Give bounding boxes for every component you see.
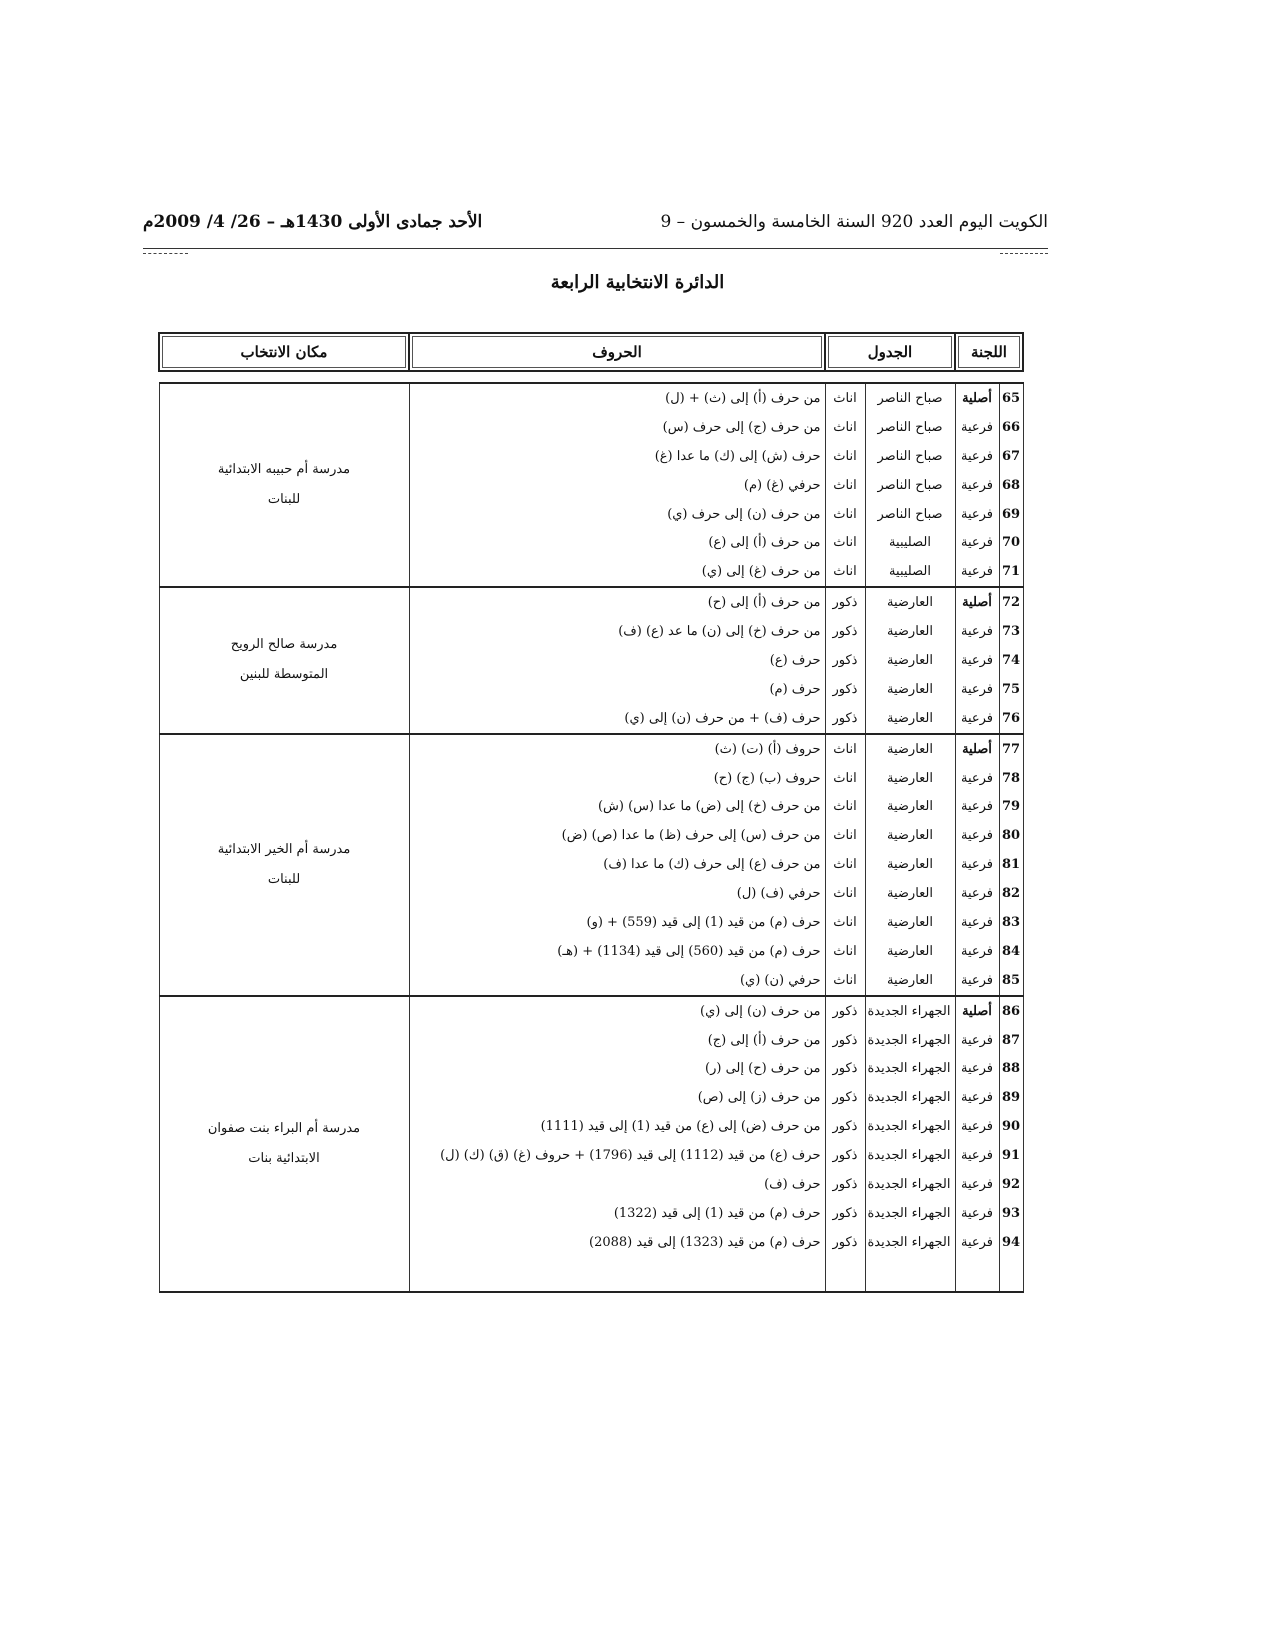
gender: اناث — [825, 734, 865, 764]
letters-range: من حرف (ح) إلى (ر) — [409, 1054, 825, 1083]
committee-number: 92 — [999, 1170, 1023, 1199]
committee-number: 82 — [999, 879, 1023, 908]
letters-range: من حرف (أ) إلى (ع) — [409, 528, 825, 557]
committee-type: فرعية — [955, 1083, 999, 1112]
gender: ذكور — [825, 1083, 865, 1112]
polling-place-line-1: مدرسة أم الخير الابتدائية — [217, 841, 351, 857]
committee-number: 74 — [999, 646, 1023, 675]
area-name: العارضية — [865, 821, 955, 850]
committee-number: 68 — [999, 471, 1023, 500]
letters-range: من حرف (ن) إلى (ي) — [409, 996, 825, 1026]
committee-type: فرعية — [955, 675, 999, 704]
header-date: الأحد جمادى الأولى 1430هـ – 26/ 4/ 2009م — [143, 212, 483, 232]
area-name: الجهراء الجديدة — [865, 1112, 955, 1141]
gender: اناث — [825, 792, 865, 821]
committee-type: أصلية — [955, 996, 999, 1026]
area-name: الجهراء الجديدة — [865, 1228, 955, 1257]
page-header — [143, 212, 1048, 242]
area-name: الصليبية — [865, 557, 955, 587]
committee-number: 88 — [999, 1054, 1023, 1083]
committee-type: فرعية — [955, 937, 999, 966]
letters-range: من حرف (خ) إلى (ن) ما عد (ع) (ف) — [409, 617, 825, 646]
committee-number: 94 — [999, 1228, 1023, 1257]
area-name: الصليبية — [865, 528, 955, 557]
area-name: الجهراء الجديدة — [865, 1141, 955, 1170]
committee-number: 87 — [999, 1026, 1023, 1055]
gender: ذكور — [825, 704, 865, 734]
committee-number: 78 — [999, 764, 1023, 793]
committee-type: فرعية — [955, 1026, 999, 1055]
header-rule-mark-right — [1000, 253, 1048, 254]
page-title: الدائرة الانتخابية الرابعة — [550, 272, 725, 293]
committee-number: 70 — [999, 528, 1023, 557]
gender: اناث — [825, 908, 865, 937]
polling-place-line-2: المتوسطة للبنين — [239, 667, 329, 683]
gender: اناث — [825, 879, 865, 908]
area-name: صباح الناصر — [865, 442, 955, 471]
committee-type: فرعية — [955, 704, 999, 734]
committee-type: فرعية — [955, 879, 999, 908]
polling-place — [159, 383, 409, 587]
table-header-row — [159, 333, 1023, 371]
gender: اناث — [825, 937, 865, 966]
polling-table — [158, 332, 1024, 1293]
area-name: العارضية — [865, 587, 955, 617]
header-rule-mark-left — [143, 253, 188, 254]
letters-range: من حرف (ن) إلى حرف (ي) — [409, 500, 825, 529]
header-spacer — [159, 371, 1023, 383]
polling-place-line-1: مدرسة صالح الرويح — [230, 637, 338, 653]
committee-type: فرعية — [955, 908, 999, 937]
area-name: العارضية — [865, 704, 955, 734]
area-name: العارضية — [865, 646, 955, 675]
letters-range: حرف (م) من قيد (560) إلى قيد (1134) + (هـ) — [409, 937, 825, 966]
polling-table-container — [160, 332, 1024, 1293]
table-row — [159, 587, 1023, 617]
committee-type: فرعية — [955, 792, 999, 821]
letters-range: من حرف (ض) إلى (ع) من قيد (1) إلى قيد (1111) — [409, 1112, 825, 1141]
area-name: صباح الناصر — [865, 471, 955, 500]
letters-range: حرف (م) من قيد (1) إلى قيد (1322) — [409, 1199, 825, 1228]
area-name: العارضية — [865, 617, 955, 646]
polling-place-line-2: للبنات — [267, 871, 301, 887]
polling-place-line-1: مدرسة أم البراء بنت صفوان — [207, 1120, 361, 1136]
letters-range: حرفي (غ) (م) — [409, 471, 825, 500]
table-row — [159, 734, 1023, 764]
committee-type: فرعية — [955, 821, 999, 850]
committee-number: 83 — [999, 908, 1023, 937]
table-row — [159, 996, 1023, 1026]
gender: ذكور — [825, 617, 865, 646]
gender: اناث — [825, 471, 865, 500]
committee-type: فرعية — [955, 442, 999, 471]
polling-place — [159, 587, 409, 733]
gender: ذكور — [825, 1026, 865, 1055]
area-name: العارضية — [865, 966, 955, 996]
gender: ذكور — [825, 1112, 865, 1141]
area-name: العارضية — [865, 879, 955, 908]
committee-type: فرعية — [955, 500, 999, 529]
area-name: العارضية — [865, 734, 955, 764]
committee-type: فرعية — [955, 966, 999, 996]
committee-type: فرعية — [955, 413, 999, 442]
gender: ذكور — [825, 1054, 865, 1083]
area-name: صباح الناصر — [865, 383, 955, 413]
polling-place — [159, 996, 409, 1292]
committee-number: 89 — [999, 1083, 1023, 1112]
committee-number: 73 — [999, 617, 1023, 646]
gender: ذكور — [825, 996, 865, 1026]
letters-range: حرف (ع) — [409, 646, 825, 675]
letters-range: حروف (أ) (ت) (ث) — [409, 734, 825, 764]
header-issue-info: الكويت اليوم العدد 920 السنة الخامسة والخمسون – 9 — [660, 212, 1048, 232]
polling-place-line-1: مدرسة أم حبيبه الابتدائية — [217, 462, 351, 478]
committee-number: 81 — [999, 850, 1023, 879]
committee-number: 91 — [999, 1141, 1023, 1170]
committee-number: 84 — [999, 937, 1023, 966]
header-rule — [143, 248, 1048, 249]
gender: اناث — [825, 966, 865, 996]
letters-range: حروف (ب) (ج) (ح) — [409, 764, 825, 793]
letters-range: حرفي (ن) (ي) — [409, 966, 825, 996]
gender: اناث — [825, 500, 865, 529]
polling-table-body — [159, 383, 1023, 1292]
gender: ذكور — [825, 1228, 865, 1257]
gender: ذكور — [825, 1141, 865, 1170]
letters-range: حرف (ش) إلى (ك) ما عدا (غ) — [409, 442, 825, 471]
committee-type: فرعية — [955, 646, 999, 675]
letters-range: من حرف (أ) إلى (ح) — [409, 587, 825, 617]
polling-place-line-2: الابتدائية بنات — [248, 1150, 320, 1166]
committee-number: 80 — [999, 821, 1023, 850]
polling-place-line-2: للبنات — [267, 492, 301, 508]
committee-type: فرعية — [955, 764, 999, 793]
committee-type: فرعية — [955, 850, 999, 879]
letters-range: حرف (ع) من قيد (1112) إلى قيد (1796) + حروف (غ) (ق) (ك) (ل) — [409, 1141, 825, 1170]
area-name: العارضية — [865, 937, 955, 966]
gender: ذكور — [825, 675, 865, 704]
column-header-committee: اللجنة — [955, 333, 1023, 371]
gender: اناث — [825, 442, 865, 471]
polling-place — [159, 734, 409, 996]
area-name: الجهراء الجديدة — [865, 996, 955, 1026]
table-row — [159, 383, 1023, 413]
committee-type: أصلية — [955, 734, 999, 764]
gender: اناث — [825, 821, 865, 850]
committee-number: 67 — [999, 442, 1023, 471]
area-name: العارضية — [865, 675, 955, 704]
committee-number: 65 — [999, 383, 1023, 413]
area-name: الجهراء الجديدة — [865, 1170, 955, 1199]
committee-number: 76 — [999, 704, 1023, 734]
area-name: العارضية — [865, 764, 955, 793]
letters-range: من حرف (خ) إلى (ض) ما عدا (س) (ش) — [409, 792, 825, 821]
gender: ذكور — [825, 646, 865, 675]
area-name: الجهراء الجديدة — [865, 1083, 955, 1112]
committee-number: 86 — [999, 996, 1023, 1026]
gender: اناث — [825, 383, 865, 413]
committee-type: فرعية — [955, 1054, 999, 1083]
area-name: العارضية — [865, 850, 955, 879]
committee-type: فرعية — [955, 1141, 999, 1170]
committee-type: فرعية — [955, 528, 999, 557]
area-name: صباح الناصر — [865, 413, 955, 442]
letters-range: حرف (ف) + من حرف (ن) إلى (ي) — [409, 704, 825, 734]
letters-range: حرف (م) — [409, 675, 825, 704]
area-name: الجهراء الجديدة — [865, 1026, 955, 1055]
letters-range: من حرف (ج) إلى حرف (س) — [409, 413, 825, 442]
committee-number: 77 — [999, 734, 1023, 764]
gender: ذكور — [825, 1199, 865, 1228]
column-header-place: مكان الانتخاب — [159, 333, 409, 371]
area-name: الجهراء الجديدة — [865, 1199, 955, 1228]
committee-number: 75 — [999, 675, 1023, 704]
committee-number: 93 — [999, 1199, 1023, 1228]
area-name: العارضية — [865, 908, 955, 937]
committee-type: أصلية — [955, 587, 999, 617]
letters-range: من حرف (س) إلى حرف (ظ) ما عدا (ص) (ض) — [409, 821, 825, 850]
column-header-letters: الحروف — [409, 333, 825, 371]
committee-number: 71 — [999, 557, 1023, 587]
committee-number: 72 — [999, 587, 1023, 617]
letters-range: من حرف (ع) إلى حرف (ك) ما عدا (ف) — [409, 850, 825, 879]
committee-number: 85 — [999, 966, 1023, 996]
column-header-table: الجدول — [825, 333, 955, 371]
gender: ذكور — [825, 587, 865, 617]
letters-range: حرف (ف) — [409, 1170, 825, 1199]
letters-range: من حرف (ز) إلى (ص) — [409, 1083, 825, 1112]
committee-type: فرعية — [955, 471, 999, 500]
letters-range: من حرف (غ) إلى (ي) — [409, 557, 825, 587]
area-name: صباح الناصر — [865, 500, 955, 529]
committee-number: 79 — [999, 792, 1023, 821]
area-name: العارضية — [865, 792, 955, 821]
letters-range: من حرف (أ) إلى (ج) — [409, 1026, 825, 1055]
gender: اناث — [825, 528, 865, 557]
gender: اناث — [825, 764, 865, 793]
gender: ذكور — [825, 1170, 865, 1199]
committee-type: فرعية — [955, 1199, 999, 1228]
gender: اناث — [825, 850, 865, 879]
letters-range: حرفي (ف) (ل) — [409, 879, 825, 908]
gender: اناث — [825, 413, 865, 442]
committee-number: 66 — [999, 413, 1023, 442]
committee-type: فرعية — [955, 1170, 999, 1199]
committee-type: فرعية — [955, 1228, 999, 1257]
committee-number: 90 — [999, 1112, 1023, 1141]
committee-type: أصلية — [955, 383, 999, 413]
area-name: الجهراء الجديدة — [865, 1054, 955, 1083]
committee-type: فرعية — [955, 617, 999, 646]
letters-range: من حرف (أ) إلى (ث) + (ل) — [409, 383, 825, 413]
committee-number: 69 — [999, 500, 1023, 529]
letters-range: حرف (م) من قيد (1) إلى قيد (559) + (و) — [409, 908, 825, 937]
letters-range: حرف (م) من قيد (1323) إلى قيد (2088) — [409, 1228, 825, 1257]
gender: اناث — [825, 557, 865, 587]
committee-type: فرعية — [955, 1112, 999, 1141]
committee-type: فرعية — [955, 557, 999, 587]
